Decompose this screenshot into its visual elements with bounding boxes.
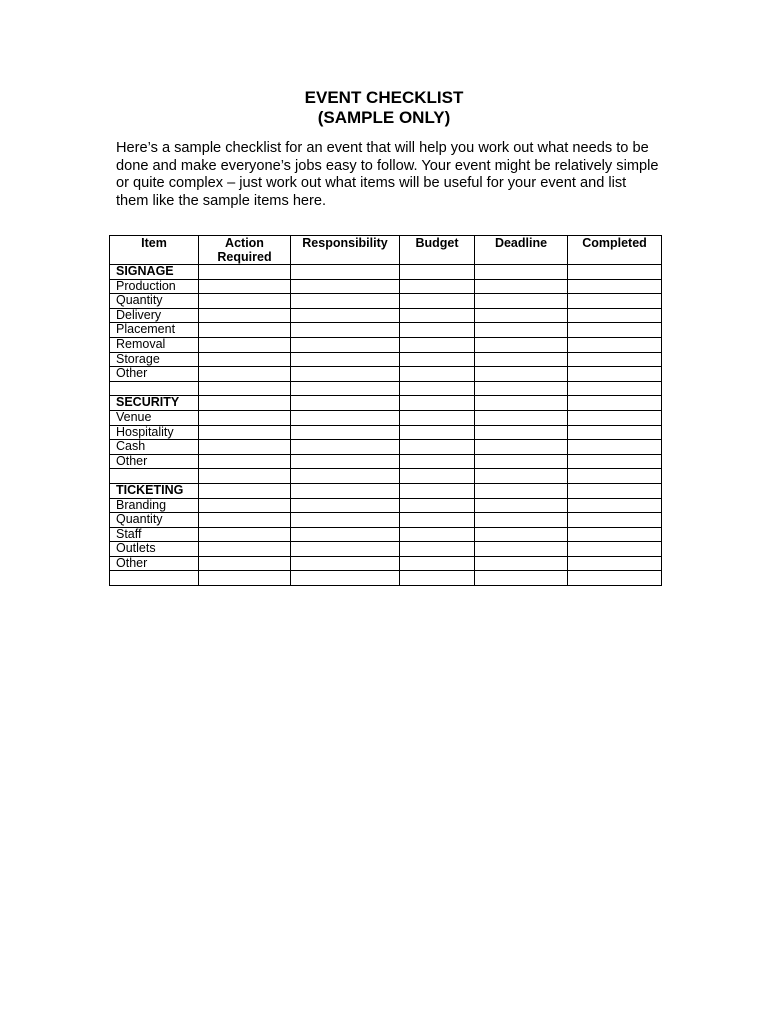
header-item: Item [110,236,199,265]
action-required-cell[interactable] [199,513,291,528]
completed-cell[interactable] [568,513,662,528]
table-section-row [110,396,662,411]
header-deadline: Deadline [475,236,568,265]
completed-cell[interactable] [568,265,662,280]
budget-cell[interactable] [400,483,475,498]
deadline-cell[interactable] [475,265,568,280]
deadline-cell[interactable] [475,337,568,352]
responsibility-cell[interactable] [291,571,400,586]
table-row [110,556,662,571]
item-cell: Outlets [110,542,199,557]
completed-cell[interactable] [568,410,662,425]
budget-cell[interactable] [400,440,475,455]
completed-cell[interactable] [568,367,662,382]
section-heading-cell: TICKETING [110,483,199,498]
action-required-cell[interactable] [199,294,291,309]
section-heading-cell: SIGNAGE [110,265,199,280]
table-row [110,498,662,513]
item-cell: Cash [110,440,199,455]
responsibility-cell[interactable] [291,542,400,557]
action-required-cell[interactable] [199,265,291,280]
table-row [110,571,662,586]
completed-cell[interactable] [568,483,662,498]
table-row [110,279,662,294]
action-required-cell[interactable] [199,381,291,396]
responsibility-cell[interactable] [291,483,400,498]
budget-cell[interactable] [400,279,475,294]
budget-cell[interactable] [400,381,475,396]
intro-paragraph: Here’s a sample checklist for an event that will help you work out what needs to be done and make everyone’s jobs easy to follow. Your event might be relatively simple or quite complex – just work out what items will be useful for your event and list them like the sample items here. [116,140,659,209]
table-row [110,454,662,469]
item-cell: Staff [110,527,199,542]
deadline-cell[interactable] [475,454,568,469]
action-required-cell[interactable] [199,469,291,484]
completed-cell[interactable] [568,527,662,542]
deadline-cell[interactable] [475,513,568,528]
action-required-cell[interactable] [199,279,291,294]
deadline-cell[interactable] [475,483,568,498]
table-row [110,513,662,528]
deadline-cell[interactable] [475,440,568,455]
budget-cell[interactable] [400,469,475,484]
deadline-cell[interactable] [475,425,568,440]
completed-cell[interactable] [568,542,662,557]
budget-cell[interactable] [400,454,475,469]
budget-cell[interactable] [400,571,475,586]
budget-cell[interactable] [400,367,475,382]
completed-cell[interactable] [568,323,662,338]
responsibility-cell[interactable] [291,410,400,425]
action-required-cell[interactable] [199,410,291,425]
budget-cell[interactable] [400,265,475,280]
table-row [110,294,662,309]
item-cell: Branding [110,498,199,513]
item-cell: Delivery [110,308,199,323]
table-row [110,323,662,338]
header-completed: Completed [568,236,662,265]
table-row [110,381,662,396]
responsibility-cell[interactable] [291,279,400,294]
item-cell: Storage [110,352,199,367]
completed-cell[interactable] [568,396,662,411]
table-row [110,308,662,323]
action-required-cell[interactable] [199,367,291,382]
responsibility-cell[interactable] [291,469,400,484]
responsibility-cell[interactable] [291,513,400,528]
action-required-cell[interactable] [199,556,291,571]
action-required-cell[interactable] [199,483,291,498]
budget-cell[interactable] [400,527,475,542]
budget-cell[interactable] [400,352,475,367]
budget-cell[interactable] [400,498,475,513]
item-cell: Quantity [110,294,199,309]
budget-cell[interactable] [400,337,475,352]
completed-cell[interactable] [568,279,662,294]
completed-cell[interactable] [568,425,662,440]
budget-cell[interactable] [400,396,475,411]
header-action-required: Action Required [199,236,291,265]
deadline-cell[interactable] [475,571,568,586]
table-row [110,410,662,425]
deadline-cell[interactable] [475,323,568,338]
responsibility-cell[interactable] [291,454,400,469]
budget-cell[interactable] [400,294,475,309]
responsibility-cell[interactable] [291,308,400,323]
deadline-cell[interactable] [475,308,568,323]
responsibility-cell[interactable] [291,337,400,352]
action-required-cell[interactable] [199,440,291,455]
item-cell: Other [110,556,199,571]
table-body [110,265,662,586]
item-cell [110,469,199,484]
completed-cell[interactable] [568,381,662,396]
responsibility-cell[interactable] [291,425,400,440]
responsibility-cell[interactable] [291,396,400,411]
responsibility-cell[interactable] [291,265,400,280]
table-section-row [110,265,662,280]
document-subtitle: (SAMPLE ONLY) [317,108,451,127]
responsibility-cell[interactable] [291,294,400,309]
budget-cell[interactable] [400,556,475,571]
budget-cell[interactable] [400,410,475,425]
budget-cell[interactable] [400,542,475,557]
deadline-cell[interactable] [475,527,568,542]
completed-cell[interactable] [568,469,662,484]
item-cell [110,381,199,396]
header-responsibility: Responsibility [291,236,400,265]
deadline-cell[interactable] [475,294,568,309]
completed-cell[interactable] [568,352,662,367]
deadline-cell[interactable] [475,352,568,367]
completed-cell[interactable] [568,337,662,352]
deadline-cell[interactable] [475,542,568,557]
action-required-cell[interactable] [199,352,291,367]
budget-cell[interactable] [400,308,475,323]
action-required-cell[interactable] [199,527,291,542]
deadline-cell[interactable] [475,367,568,382]
item-cell [110,571,199,586]
budget-cell[interactable] [400,323,475,338]
section-heading-cell: SECURITY [110,396,199,411]
completed-cell[interactable] [568,294,662,309]
action-required-cell[interactable] [199,308,291,323]
event-checklist-table [109,235,662,586]
item-cell: Other [110,367,199,382]
budget-cell[interactable] [400,425,475,440]
table-row [110,337,662,352]
action-required-cell[interactable] [199,396,291,411]
header-budget: Budget [400,236,475,265]
item-cell: Removal [110,337,199,352]
completed-cell[interactable] [568,498,662,513]
responsibility-cell[interactable] [291,556,400,571]
deadline-cell[interactable] [475,556,568,571]
completed-cell[interactable] [568,556,662,571]
responsibility-cell[interactable] [291,367,400,382]
completed-cell[interactable] [568,440,662,455]
responsibility-cell[interactable] [291,352,400,367]
deadline-cell[interactable] [475,396,568,411]
budget-cell[interactable] [400,513,475,528]
responsibility-cell[interactable] [291,381,400,396]
completed-cell[interactable] [568,308,662,323]
table-row [110,469,662,484]
completed-cell[interactable] [568,454,662,469]
table-row [110,542,662,557]
table-section-row [110,483,662,498]
table-row [110,527,662,542]
deadline-cell[interactable] [475,381,568,396]
action-required-cell[interactable] [199,323,291,338]
table-header-row [110,236,662,265]
item-cell: Quantity [110,513,199,528]
deadline-cell[interactable] [475,279,568,294]
responsibility-cell[interactable] [291,498,400,513]
action-required-cell[interactable] [199,542,291,557]
item-cell: Hospitality [110,425,199,440]
table-row [110,367,662,382]
table-row [110,352,662,367]
item-cell: Venue [110,410,199,425]
document-title: EVENT CHECKLIST [304,88,464,107]
item-cell: Other [110,454,199,469]
table-row [110,425,662,440]
table-row [110,440,662,455]
action-required-cell[interactable] [199,571,291,586]
responsibility-cell[interactable] [291,323,400,338]
action-required-cell[interactable] [199,454,291,469]
action-required-cell[interactable] [199,425,291,440]
responsibility-cell[interactable] [291,440,400,455]
item-cell: Placement [110,323,199,338]
deadline-cell[interactable] [475,469,568,484]
responsibility-cell[interactable] [291,527,400,542]
action-required-cell[interactable] [199,498,291,513]
item-cell: Production [110,279,199,294]
deadline-cell[interactable] [475,410,568,425]
completed-cell[interactable] [568,571,662,586]
deadline-cell[interactable] [475,498,568,513]
action-required-cell[interactable] [199,337,291,352]
